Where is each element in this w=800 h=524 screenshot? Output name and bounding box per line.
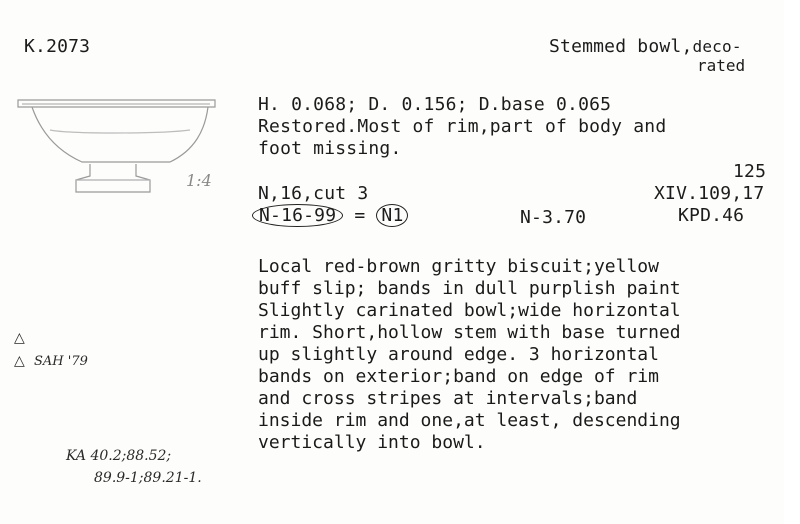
description-line: buff slip; bands in dull purplish paint: [258, 278, 681, 299]
description-line: inside rim and one,at least, descending: [258, 410, 681, 431]
object-type: [549, 36, 742, 57]
description-line: up slightly around edge. 3 horizontal: [258, 344, 659, 365]
inventory-row: [252, 205, 408, 226]
description-line: rim. Short,hollow stem with base turned: [258, 322, 681, 343]
object-type-suffix: deco-: [692, 37, 742, 56]
handwritten-reference-2: 89.9-1;89.21-1.: [94, 470, 202, 486]
handwritten-reference-1: KA 40.2;88.52;: [66, 448, 172, 464]
triangle-mark: △: [14, 353, 25, 369]
inventory-code-circled: N1: [376, 204, 408, 227]
equals-sign: =: [354, 205, 366, 226]
object-type-label: Stemmed bowl,: [549, 36, 693, 57]
dimensions: H. 0.068; D. 0.156; D.base 0.065: [258, 94, 612, 115]
description-line: Slightly carinated bowl;wide horizontal: [258, 300, 681, 321]
kpd-reference: KPD.46: [678, 205, 745, 226]
findspot: N,16,cut 3: [258, 183, 369, 204]
condition-line-1: Restored.Most of rim,part of body and: [258, 116, 667, 137]
reference-top: 125: [733, 161, 767, 182]
object-type-continuation: rated: [697, 56, 746, 75]
description-line: and cross stripes at intervals;band: [258, 388, 638, 409]
description-line: bands on exterior;band on edge of rim: [258, 366, 659, 387]
condition-line-2: foot missing.: [258, 138, 402, 159]
reference-right: XIV.109,17: [654, 183, 765, 204]
description-line: Local red-brown gritty biscuit;yellow: [258, 256, 659, 277]
card-edge: [784, 0, 800, 524]
initials-mark: SAH '79: [34, 354, 88, 369]
description-line: vertically into bowl.: [258, 432, 486, 453]
level: N-3.70: [520, 207, 587, 228]
inventory-number-circled: N-16-99: [252, 204, 343, 227]
scale-note: 1:4: [186, 171, 212, 190]
catalog-number: K.2073: [24, 36, 91, 57]
triangle-mark: △: [14, 330, 25, 346]
